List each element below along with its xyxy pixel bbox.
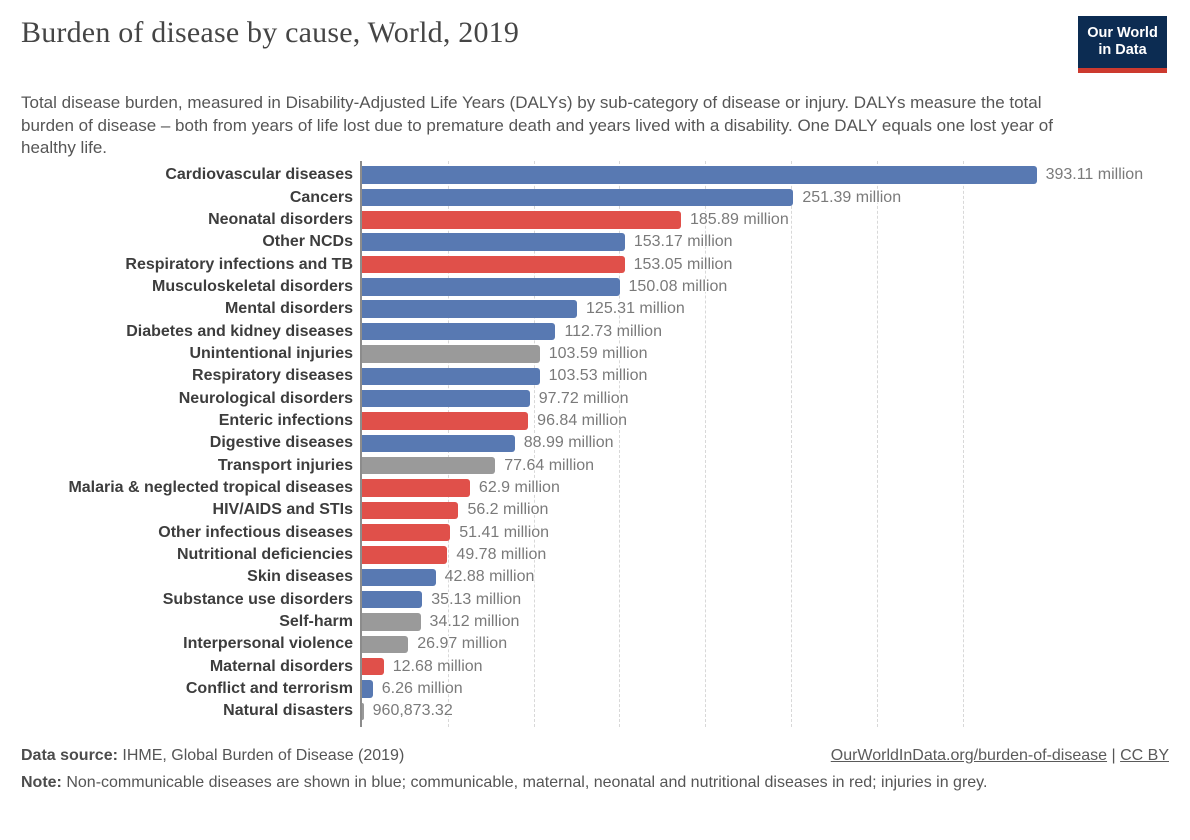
- bar-row: [21, 432, 1169, 454]
- bar-row: [21, 186, 1169, 208]
- value-label: 51.41 million: [459, 523, 550, 541]
- value-label: 49.78 million: [456, 546, 547, 564]
- bar: [362, 524, 450, 542]
- value-label: 96.84 million: [537, 411, 627, 429]
- bar-row: [21, 454, 1169, 476]
- bar-row: [21, 253, 1169, 275]
- bar: [362, 189, 793, 207]
- owid-logo[interactable]: [1078, 16, 1167, 73]
- value-label: 103.59 million: [548, 344, 648, 362]
- bar: [362, 435, 515, 453]
- bar-row: [21, 410, 1169, 432]
- category-label: Enteric infections: [218, 411, 353, 429]
- value-label: 56.2 million: [467, 501, 549, 519]
- bar-area: [362, 544, 1169, 566]
- bar-row: [21, 231, 1169, 253]
- category-label: Cardiovascular diseases: [165, 166, 353, 184]
- bar-row: [21, 544, 1169, 566]
- owid-logo-line2: in Data: [1098, 42, 1147, 58]
- category-label: Mental disorders: [224, 300, 353, 318]
- value-label: 150.08 million: [628, 277, 728, 295]
- value-label: 112.73 million: [564, 322, 662, 340]
- bar-area: [362, 298, 1169, 320]
- bar-area: [362, 589, 1169, 611]
- note-text: Non-communicable diseases are shown in blue; communicable, maternal, neonatal and nutritional diseases in red; injuries in grey.: [61, 774, 988, 791]
- value-label: 393.11 million: [1045, 166, 1144, 184]
- value-label: 103.53 million: [548, 367, 648, 385]
- bar-row: [21, 589, 1169, 611]
- bar-area: [362, 343, 1169, 365]
- value-label: 97.72 million: [538, 389, 629, 407]
- category-label: Transport injuries: [217, 456, 353, 474]
- bar-row: [21, 522, 1169, 544]
- category-label: Interpersonal violence: [183, 635, 353, 653]
- bar: [362, 613, 421, 631]
- page-title: Burden of disease by cause, World, 2019: [21, 16, 520, 49]
- bar: [362, 658, 384, 676]
- owid-url-link[interactable]: OurWorldInData.org/burden-of-disease: [830, 747, 1108, 764]
- category-label: Other NCDs: [262, 233, 353, 251]
- bar-area: [362, 566, 1169, 588]
- bar: [362, 211, 681, 229]
- value-label: 26.97 million: [417, 635, 508, 653]
- bar-area: [362, 499, 1169, 521]
- bar-area: [362, 432, 1169, 454]
- category-label: Neurological disorders: [178, 389, 353, 407]
- category-label: Skin diseases: [247, 568, 353, 586]
- bar-row: [21, 164, 1169, 186]
- bar: [362, 412, 528, 430]
- bar: [362, 680, 373, 698]
- bar-area: [362, 678, 1169, 700]
- bar-area: [362, 633, 1169, 655]
- bar-row: [21, 499, 1169, 521]
- bar-area: [362, 320, 1169, 342]
- bar-chart: [21, 164, 1169, 730]
- bar-row: [21, 477, 1169, 499]
- bar: [362, 457, 495, 475]
- bar-area: [362, 611, 1169, 633]
- data-source-label: Data source:: [21, 747, 118, 764]
- category-label: Digestive diseases: [209, 434, 353, 452]
- bar: [362, 345, 540, 363]
- bar-area: [362, 253, 1169, 275]
- bar: [362, 323, 555, 341]
- bar: [362, 390, 530, 408]
- bar: [362, 569, 436, 587]
- category-label: Cancers: [289, 188, 353, 206]
- category-label: HIV/AIDS and STIs: [212, 501, 353, 519]
- footer-note: [21, 772, 1113, 794]
- value-label: 153.17 million: [633, 233, 733, 251]
- category-label: Neonatal disorders: [208, 210, 353, 228]
- category-label: Nutritional deficiencies: [176, 546, 353, 564]
- bar-area: [362, 387, 1169, 409]
- owid-logo-line1: Our World: [1087, 25, 1158, 41]
- bar-area: [362, 454, 1169, 476]
- bar-row: [21, 209, 1169, 231]
- category-label: Natural disasters: [223, 702, 353, 720]
- value-label: 185.89 million: [689, 210, 789, 228]
- bar-row: [21, 678, 1169, 700]
- value-label: 12.68 million: [392, 657, 483, 675]
- category-label: Other infectious diseases: [158, 523, 353, 541]
- bar-area: [362, 365, 1169, 387]
- bar-area: [362, 209, 1169, 231]
- bar-area: [362, 164, 1169, 186]
- bar: [362, 256, 625, 274]
- value-label: 960,873.32: [372, 702, 453, 720]
- value-label: 153.05 million: [633, 255, 733, 273]
- bar: [362, 368, 540, 386]
- category-label: Substance use disorders: [162, 590, 353, 608]
- value-label: 77.64 million: [504, 456, 595, 474]
- bar: [362, 166, 1037, 184]
- value-label: 35.13 million: [431, 590, 522, 608]
- bar-area: [362, 656, 1169, 678]
- value-label: 42.88 million: [444, 568, 535, 586]
- bar: [362, 703, 364, 721]
- value-label: 62.9 million: [478, 478, 560, 496]
- category-label: Unintentional injuries: [189, 344, 353, 362]
- category-label: Malaria & neglected tropical diseases: [68, 478, 353, 496]
- bar-area: [362, 477, 1169, 499]
- bar-area: [362, 276, 1169, 298]
- value-label: 125.31 million: [586, 300, 685, 318]
- value-label: 251.39 million: [802, 188, 902, 206]
- link-separator: |: [1107, 747, 1121, 764]
- bar-row: [21, 365, 1169, 387]
- chart-subtitle: Total disease burden, measured in Disability-Adjusted Life Years (DALYs) by sub-category of disease or injury. DALYs measure the total burden of disease – both from years of life lost due to premature death and years lived with a disability. One DALY equals one lost year of healthy life.: [21, 93, 1053, 157]
- value-label: 34.12 million: [429, 613, 520, 631]
- bar: [362, 636, 408, 654]
- category-label: Respiratory infections and TB: [125, 255, 353, 273]
- bar: [362, 546, 447, 564]
- bar-area: [362, 700, 1169, 722]
- bar-row: [21, 656, 1169, 678]
- bar: [362, 479, 470, 497]
- cc-by-link[interactable]: CC BY: [1120, 747, 1169, 764]
- note-label: Note:: [21, 774, 62, 791]
- category-label: Maternal disorders: [209, 657, 353, 675]
- bar-row: [21, 566, 1169, 588]
- bar-row: [21, 298, 1169, 320]
- bar: [362, 278, 620, 296]
- footer: [21, 747, 1169, 765]
- bar-rows: [21, 164, 1169, 723]
- bar-row: [21, 320, 1169, 342]
- bar-area: [362, 186, 1169, 208]
- bar-row: [21, 611, 1169, 633]
- bar: [362, 300, 577, 318]
- bar: [362, 233, 625, 251]
- data-source: [21, 747, 404, 765]
- bar: [362, 591, 422, 609]
- data-source-text: IHME, Global Burden of Disease (2019): [117, 747, 405, 764]
- bar-row: [21, 276, 1169, 298]
- value-label: 88.99 million: [523, 434, 614, 452]
- bar-row: [21, 633, 1169, 655]
- value-label: 6.26 million: [381, 680, 463, 698]
- category-label: Conflict and terrorism: [185, 680, 353, 698]
- bar: [362, 502, 458, 520]
- footer-links: [831, 747, 1169, 765]
- category-label: Musculoskeletal disorders: [152, 277, 353, 295]
- bar-area: [362, 522, 1169, 544]
- bar-row: [21, 343, 1169, 365]
- bar-area: [362, 231, 1169, 253]
- category-label: Diabetes and kidney diseases: [126, 322, 353, 340]
- bar-row: [21, 387, 1169, 409]
- bar-area: [362, 410, 1169, 432]
- bar-row: [21, 700, 1169, 722]
- category-label: Self-harm: [279, 613, 353, 631]
- category-label: Respiratory diseases: [192, 367, 353, 385]
